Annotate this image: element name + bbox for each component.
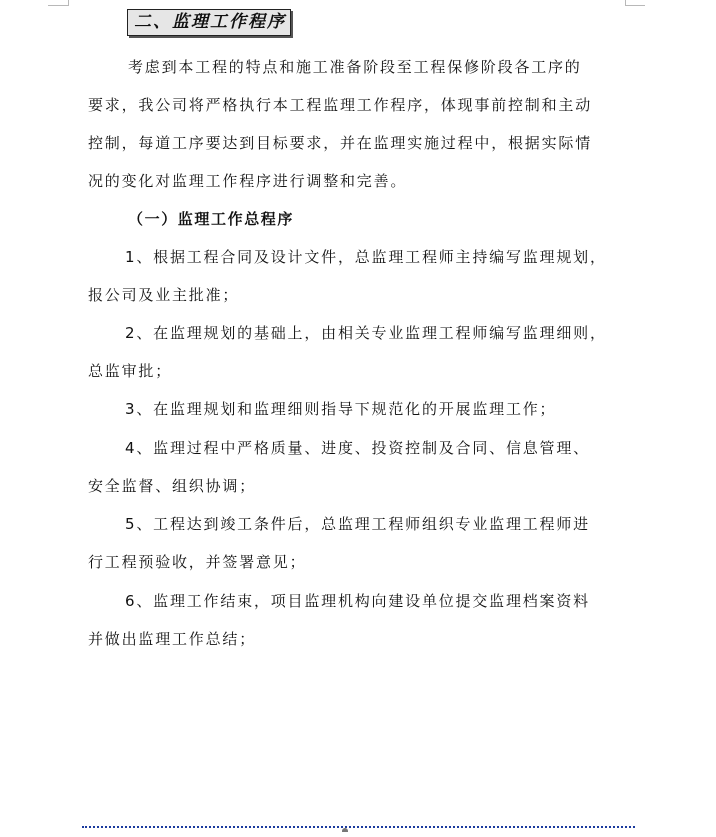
list-item-5-line-2: 行工程预验收，并签署意见；: [88, 553, 307, 571]
section-heading: 二、监理工作程序: [134, 12, 286, 32]
crop-mark-top-left-horizontal: [48, 5, 68, 6]
list-item-3-line-1: 3、在监理规划和监理细则指导下规范化的开展监理工作；: [125, 400, 557, 418]
list-item-2-line-1: 2、在监理规划的基础上，由相关专业监理工程师编写监理细则，: [125, 324, 607, 342]
crop-mark-top-left: [68, 0, 69, 6]
intro-line-4: 况的变化对监理工作程序进行调整和完善。: [88, 172, 408, 190]
list-item-1-line-2: 报公司及业主批准；: [88, 286, 240, 304]
list-item-6-line-2: 并做出监理工作总结；: [88, 630, 257, 648]
page-bottom-marker: [342, 828, 348, 832]
list-item-6-line-1: 6、监理工作结束，项目监理机构向建设单位提交监理档案资料: [125, 592, 590, 610]
subsection-heading: （一）监理工作总程序: [128, 210, 295, 228]
list-item-2-line-2: 总监审批；: [88, 362, 173, 380]
crop-mark-top-right-horizontal: [625, 5, 645, 6]
list-item-5-line-1: 5、工程达到竣工条件后，总监理工程师组织专业监理工程师进: [125, 515, 590, 533]
intro-line-3: 控制，每道工序要达到目标要求，并在监理实施过程中，根据实际情: [88, 134, 593, 152]
page-bottom-border: [82, 826, 635, 828]
intro-line-2: 要求，我公司将严格执行本工程监理工作程序，体现事前控制和主动: [88, 96, 593, 114]
list-item-4-line-2: 安全监督、组织协调；: [88, 477, 257, 495]
list-item-1-line-1: 1、根据工程合同及设计文件，总监理工程师主持编写监理规划，: [125, 248, 607, 266]
intro-line-1: 考虑到本工程的特点和施工准备阶段至工程保修阶段各工序的: [128, 58, 582, 76]
list-item-4-line-1: 4、监理过程中严格质量、进度、投资控制及合同、信息管理、: [125, 439, 590, 457]
